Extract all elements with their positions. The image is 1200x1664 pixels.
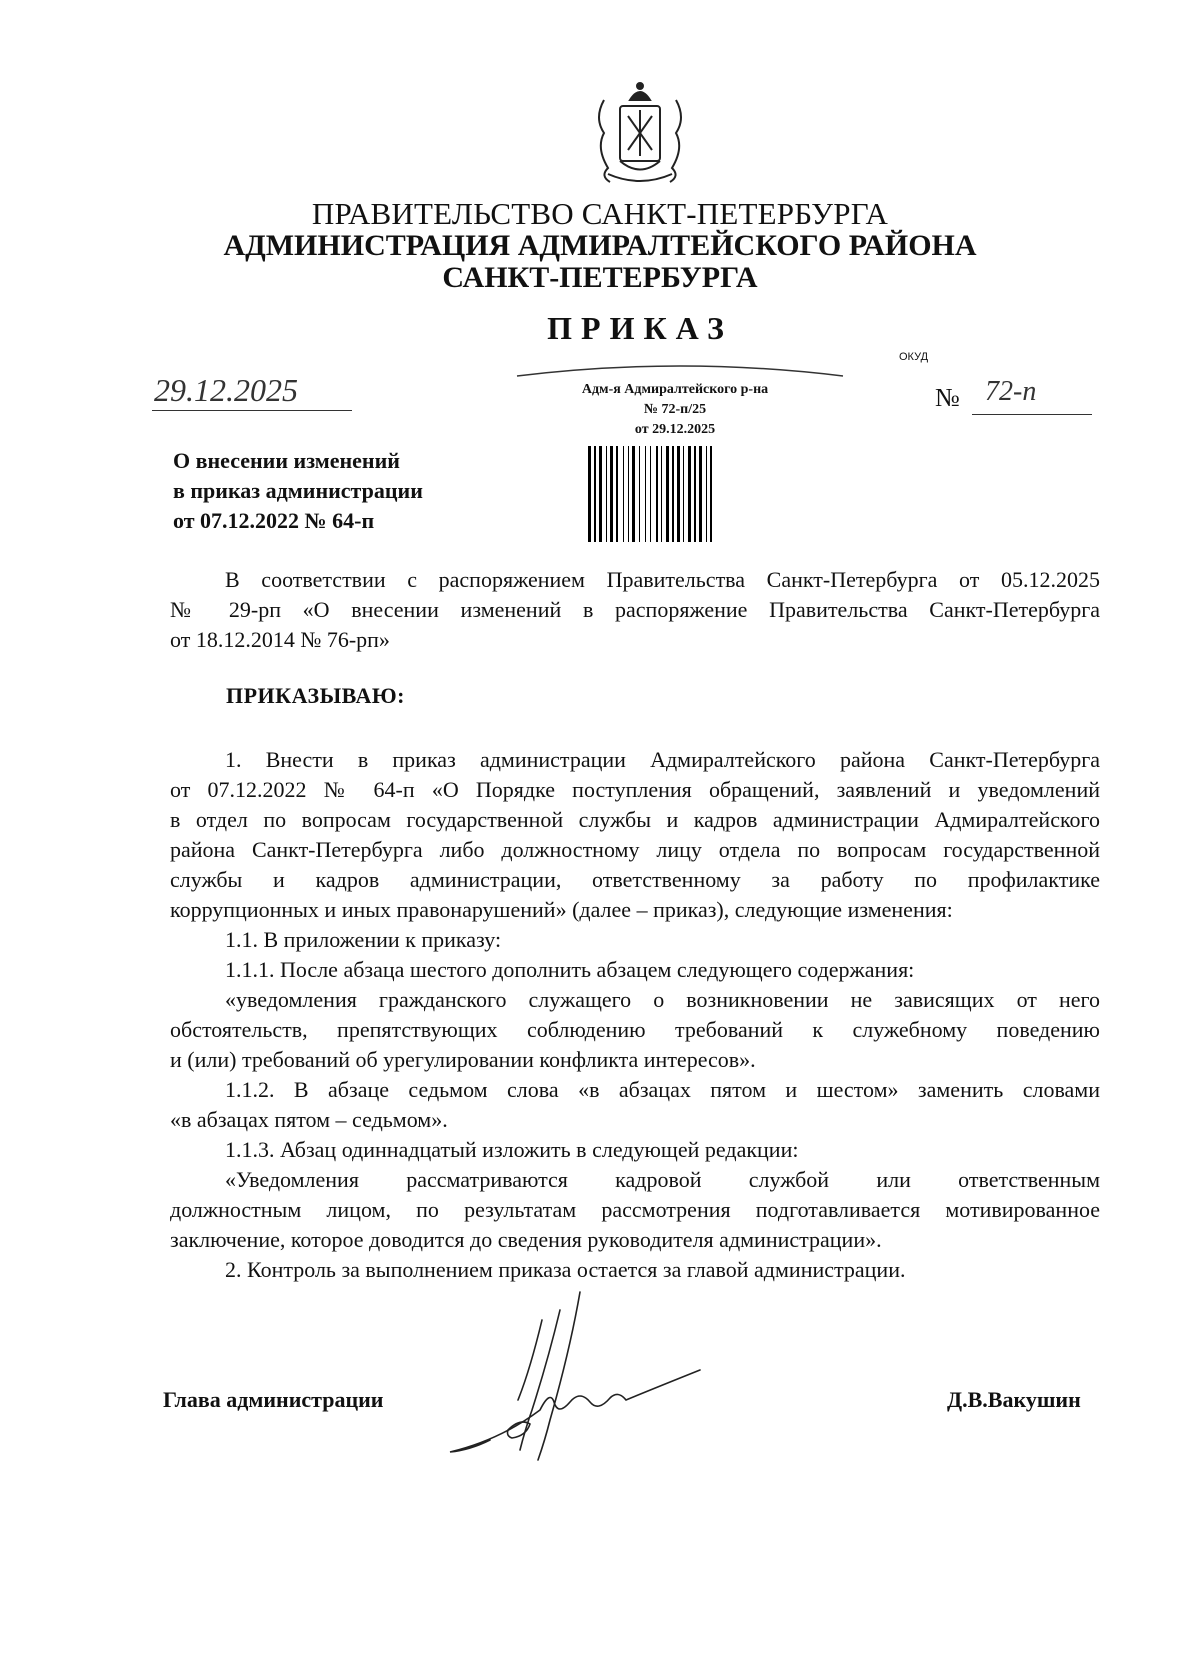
handwritten-signature: [430, 1290, 710, 1470]
item-1-1-2-line: 1.1.2. В абзаце седьмом слова «в абзацах пятом и шестом» заменить словами: [225, 1077, 1100, 1102]
subject-line: О внесении изменений: [173, 448, 400, 473]
item-1-line: 1. Внести в приказ администрации Адмиралтейского района Санкт-Петербурга: [225, 747, 1100, 772]
barcode-bar: [650, 446, 651, 542]
registration-stamp-line1: Адм-я Адмиралтейского р-на: [581, 382, 769, 397]
barcode-bar: [594, 446, 596, 542]
barcode-bar: [683, 446, 684, 542]
barcode-bar: [677, 446, 680, 542]
okud-label: ОКУД: [899, 351, 929, 363]
barcode-bar: [599, 446, 602, 542]
barcode-bar: [656, 446, 658, 542]
date-underline: [152, 410, 352, 411]
barcode-bar: [666, 446, 669, 542]
registration-stamp-arc: [515, 362, 845, 382]
quote-2-line: должностным лицом, по результатам рассмотрения подготавливается мотивированное: [170, 1197, 1100, 1222]
barcode-bar: [623, 446, 624, 542]
barcode-bar: [628, 446, 629, 542]
quote-2-line: «Уведомления рассматриваются кадровой службой или ответственным: [225, 1167, 1100, 1192]
barcode-bar: [610, 446, 613, 542]
item-1-1-1: 1.1.1. После абзаца шестого дополнить абзацем следующего содержания:: [225, 957, 915, 982]
city-heading: САНКТ-ПЕТЕРБУРГА: [442, 261, 758, 294]
quote-1-line: обстоятельств, препятствующих соблюдению требований к служебному поведению: [170, 1017, 1100, 1042]
government-heading: ПРАВИТЕЛЬСТВО САНКТ-ПЕТЕРБУРГА: [311, 196, 889, 231]
barcode-bar: [661, 446, 662, 542]
item-2: 2. Контроль за выполнением приказа остается за главой администрации.: [225, 1257, 906, 1282]
signatory-name: Д.В.Вакушин: [947, 1387, 1081, 1412]
barcode-bar: [616, 446, 618, 542]
order-word: ПРИКАЗЫВАЮ:: [226, 683, 405, 708]
barcode-bar: [672, 446, 674, 542]
item-1-line: в отдел по вопросам государственной службы и кадров администрации Адмиралтейского: [170, 807, 1100, 832]
barcode-bar: [645, 446, 646, 542]
quote-2-line: заключение, которое доводится до сведения руководителя администрации».: [170, 1227, 882, 1252]
number-label: №: [935, 383, 960, 412]
handwritten-date: 29.12.2025: [154, 372, 298, 408]
subject-line: в приказ администрации: [173, 478, 423, 503]
barcode-bar: [632, 446, 635, 542]
barcode-bar: [639, 446, 640, 542]
handwritten-number: 72-п: [985, 376, 1037, 407]
item-1-1-2-line: «в абзацах пятом – седьмом».: [170, 1107, 448, 1132]
barcode-bar: [706, 446, 707, 542]
document-type-title: ПРИКАЗ: [547, 310, 733, 346]
barcode-bar: [606, 446, 607, 542]
preamble-line: от 18.12.2014 № 76-рп»: [170, 627, 390, 652]
administration-heading: АДМИНИСТРАЦИЯ АДМИРАЛТЕЙСКОГО РАЙОНА: [223, 229, 977, 262]
item-1-line: службы и кадров администрации, ответственному за работу по профилактике: [170, 867, 1100, 892]
barcode-bar: [688, 446, 691, 542]
item-1-line: района Санкт-Петербурга либо должностному лицу отдела по вопросам государственной: [170, 837, 1100, 862]
quote-1-line: и (или) требований об урегулировании конфликта интересов».: [170, 1047, 756, 1072]
subject-line: от 07.12.2022 № 64-п: [173, 508, 375, 533]
item-1-line: коррупционных и иных правонарушений» (далее – приказ), следующие изменения:: [170, 897, 953, 922]
item-1-line: от 07.12.2022 № 64-п «О Порядке поступления обращений, заявлений и уведомлений: [170, 777, 1100, 802]
coat-of-arms-emblem: [590, 78, 690, 188]
barcode-bar: [588, 446, 591, 542]
registration-stamp-line3: от 29.12.2025: [634, 422, 716, 437]
preamble-line: В соответствии с распоряжением Правительства Санкт-Петербурга от 05.12.2025: [225, 567, 1100, 592]
quote-1-line: «уведомления гражданского служащего о возникновении не зависящих от него: [225, 987, 1100, 1012]
preamble-line: № 29-рп «О внесении изменений в распоряжение Правительства Санкт-Петербурга: [170, 597, 1100, 622]
barcode: [588, 446, 748, 542]
barcode-bar: [710, 446, 712, 542]
signatory-position: Глава администрации: [163, 1387, 384, 1412]
preamble-paragraph: [170, 565, 1100, 655]
subject-block: [173, 446, 423, 536]
barcode-bar: [694, 446, 696, 542]
order-items: [170, 745, 1100, 1285]
registration-stamp-line2: № 72-п/25: [643, 402, 707, 417]
barcode-bar: [699, 446, 702, 542]
item-1-1-3: 1.1.3. Абзац одиннадцатый изложить в следующей редакции:: [225, 1137, 799, 1162]
number-underline: [972, 414, 1092, 415]
item-1-1: 1.1. В приложении к приказу:: [225, 927, 502, 952]
